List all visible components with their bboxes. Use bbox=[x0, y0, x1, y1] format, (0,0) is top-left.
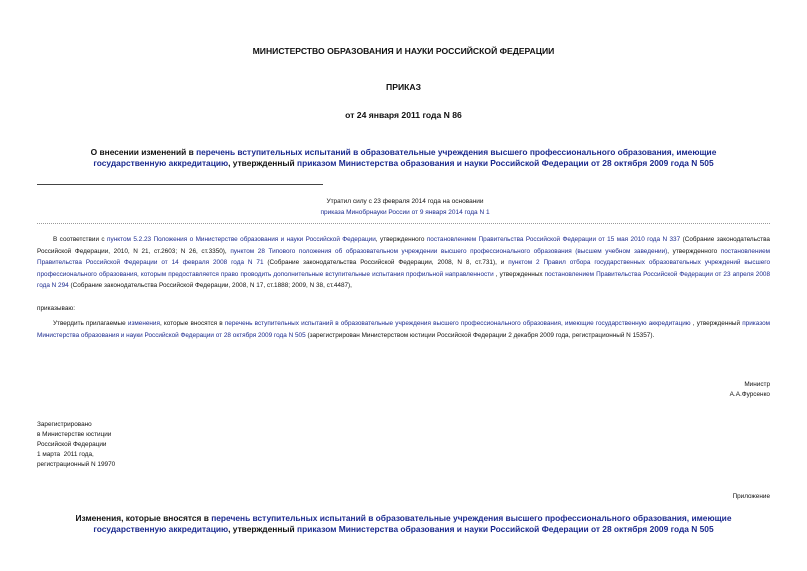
paragraph-text: (Собрание законодательства Российской Федерации, 2010, N 21, ст.2603; N 26, ст.3350), bbox=[37, 236, 770, 255]
ordering-word: приказываю: bbox=[37, 305, 75, 312]
title-link-list[interactable]: перечень вступительных испытаний в образовательные учреждения высшего профессионального образования, имеющие государственную аккредитацию bbox=[93, 147, 717, 168]
registration-line: Зарегистрировано bbox=[37, 421, 92, 428]
status-note bbox=[250, 196, 560, 218]
paragraph-text: , которые вносятся в bbox=[159, 320, 225, 327]
preamble-link[interactable]: пунктом 28 Типового положения об образовательном учреждении высшего профессионального образования (высшем учебном заведении) bbox=[230, 247, 668, 255]
title-text: О внесении изменений в bbox=[90, 147, 197, 157]
annex-link-order[interactable]: приказом Министерства образования и науки Российской Федерации от 28 октября 2009 года N 505 bbox=[297, 524, 714, 534]
paragraph-text: (Собрание законодательства Российской Федерации, 2008, N 8, ст.731), и bbox=[263, 259, 509, 266]
approve-link[interactable]: приказом Министерства образования и науки Российской Федерации от 28 октября 2009 года N 505 bbox=[37, 320, 771, 339]
title-link-order[interactable]: приказом Министерства образования и науки Российской Федерации от 28 октября 2009 года N 505 bbox=[297, 158, 714, 168]
title-text: Изменения, которые вносятся в bbox=[75, 513, 212, 523]
divider bbox=[37, 184, 323, 185]
preamble-link[interactable]: пунктом 2 Правил отбора государственных образовательных учреждений высшего профессионального образования, которым предоставляется право проводить дополнительные вступительные испытания профильной направленности bbox=[37, 259, 770, 278]
paragraph-text: (зарегистрирован Министерством юстиции Российской Федерации 2 декабря 2009 года, регистрационный N 15357). bbox=[305, 331, 655, 339]
preamble-link[interactable]: постановлением Правительства Российской Федерации от 15 мая 2010 года N 337 bbox=[426, 236, 681, 243]
title-text: , утвержденный bbox=[228, 158, 298, 168]
paragraph-text: Утвердить прилагаемые bbox=[53, 320, 128, 327]
document-title bbox=[62, 147, 745, 169]
document-date: от 24 января 2011 года N 86 bbox=[345, 110, 462, 120]
preamble-link[interactable]: пунктом 5.2.23 Положения о Министерстве образования и науки Российской Федерации bbox=[107, 236, 376, 243]
preamble-link[interactable]: постановлением Правительства Российской Федерации от 23 апреля 2008 года N 294 bbox=[37, 270, 770, 289]
status-link[interactable]: приказа Минобрнауки России от 9 января 2014 года N 1 bbox=[320, 209, 490, 216]
ministry-heading: МИНИСТЕРСТВО ОБРАЗОВАНИЯ И НАУКИ РОССИЙСКОЙ ФЕДЕРАЦИИ bbox=[252, 46, 555, 56]
title-text: , утвержденный bbox=[228, 524, 298, 534]
paragraph-text: , утвержденных bbox=[493, 270, 545, 278]
signer-name: А.А.Фурсенко bbox=[729, 391, 770, 398]
paragraph-text: (Собрание законодательства Российской Федерации, 2008, N 17, ст.1888; 2009, N 38, ст.4487), bbox=[68, 282, 352, 289]
signer-role: Министр bbox=[744, 381, 770, 388]
preamble-paragraph bbox=[37, 234, 770, 292]
paragraph-text: , утвержденного bbox=[667, 247, 721, 255]
registration-line: регистрационный N 19970 bbox=[37, 461, 116, 468]
paragraph-text: , утвержденный bbox=[690, 320, 743, 327]
status-text: Утратил силу с 23 февраля 2014 года на основании bbox=[326, 198, 484, 205]
annex-label: Приложение bbox=[732, 493, 770, 500]
registration-line: 1 марта 2011 года, bbox=[37, 451, 94, 458]
paragraph-text: В соответствии с bbox=[53, 236, 108, 243]
annex-title bbox=[40, 513, 767, 535]
annex-link-list[interactable]: перечень вступительных испытаний в образовательные учреждения высшего профессионального образования, имеющие государственную аккредитацию bbox=[93, 513, 732, 534]
registration-block bbox=[37, 420, 115, 470]
registration-line: в Министерстве юстиции bbox=[37, 431, 112, 438]
approve-paragraph bbox=[37, 318, 770, 341]
approve-link[interactable]: перечень вступительных испытаний в образовательные учреждения высшего профессионального образования, имеющие государственную аккредитацию bbox=[224, 320, 691, 327]
divider bbox=[37, 223, 770, 224]
document-type: ПРИКАЗ bbox=[386, 82, 421, 92]
approve-link[interactable]: изменения bbox=[127, 320, 160, 327]
registration-line: Российской Федерации bbox=[37, 441, 107, 448]
signature-block bbox=[730, 380, 770, 400]
preamble-link[interactable]: постановлением Правительства Российской Федерации от 14 февраля 2008 года N 71 bbox=[37, 247, 771, 266]
paragraph-text: , утвержденного bbox=[375, 236, 427, 243]
